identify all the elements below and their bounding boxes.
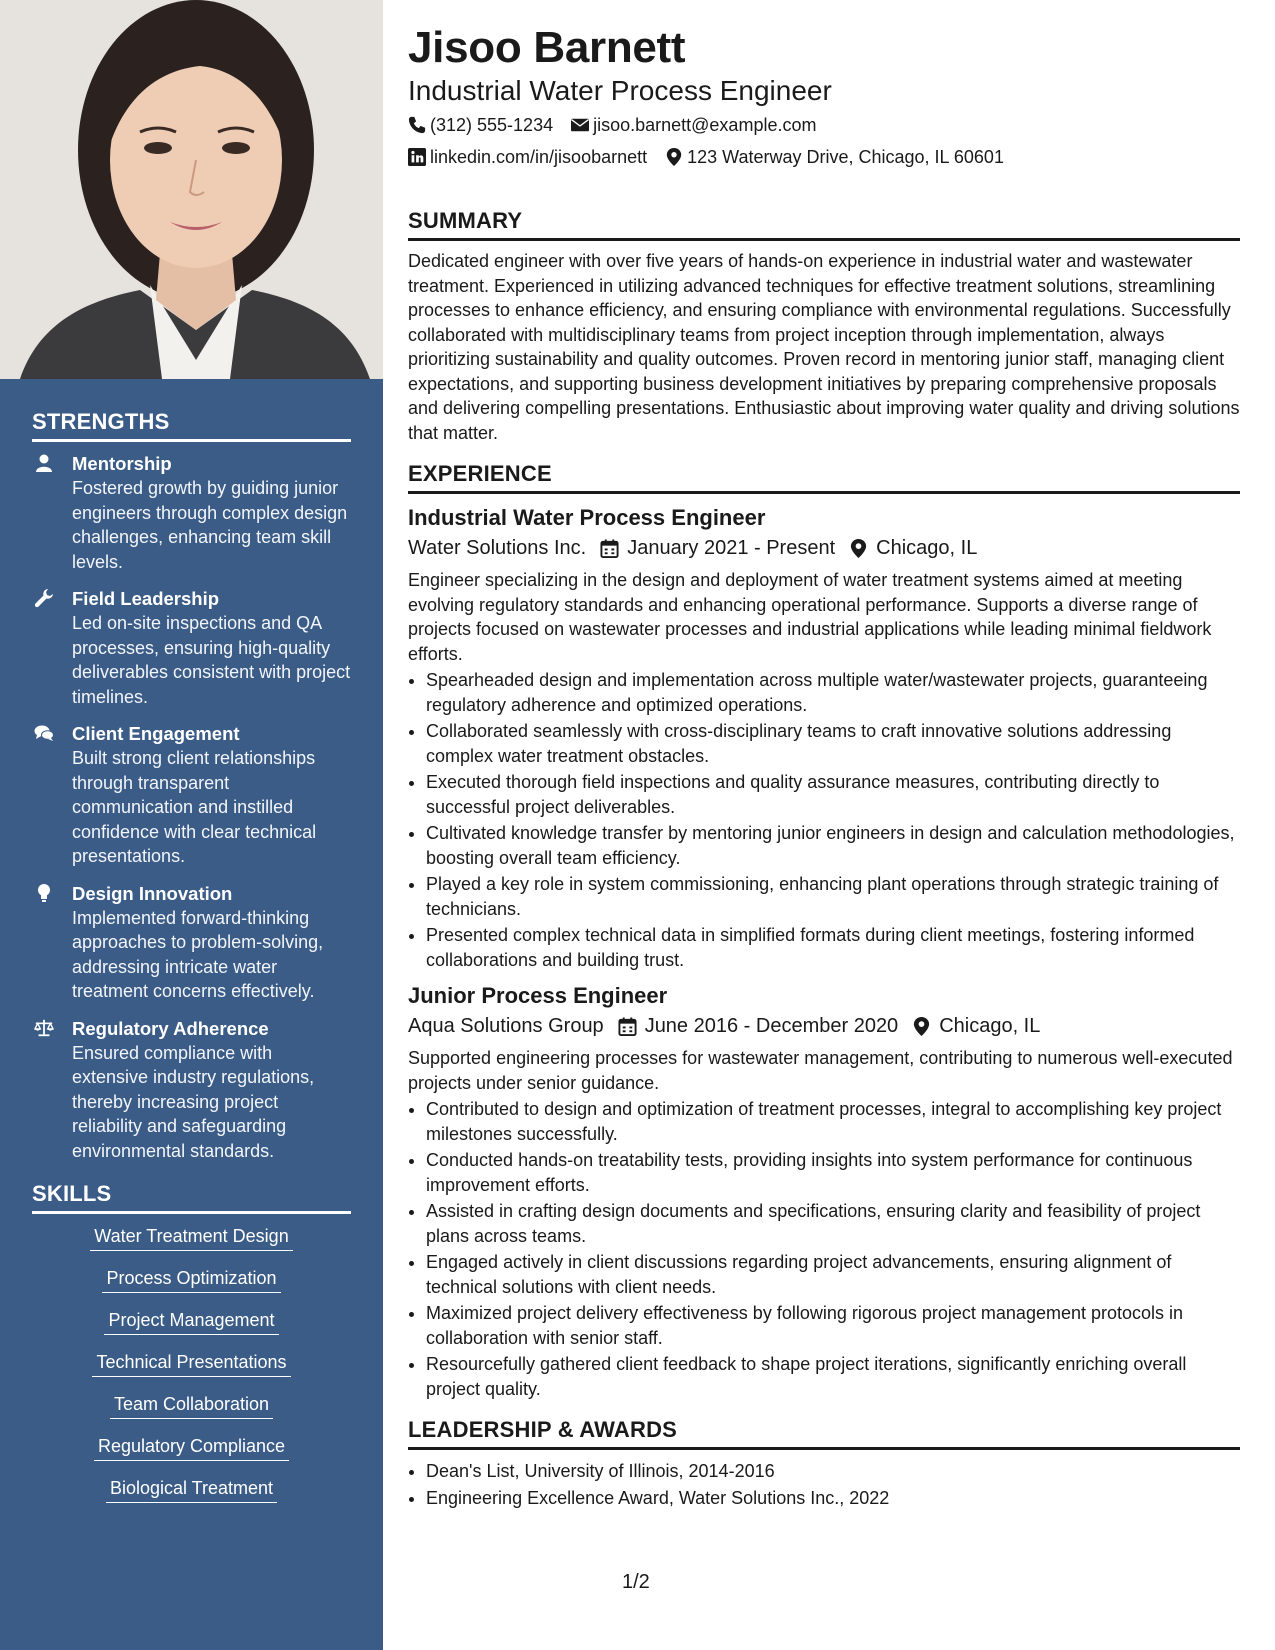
phone-icon (408, 116, 426, 134)
calendar-icon (618, 1017, 637, 1036)
experience-section (408, 461, 1240, 1401)
company-name: Water Solutions Inc. (408, 537, 587, 559)
strength-description: Fostered growth by guiding junior engineers through complex design challenges, enhancing team skill levels. (72, 478, 348, 572)
job-meta (408, 533, 1240, 563)
email-text: jisoo.barnett@example.com (593, 115, 817, 135)
skill-label: Project Management (104, 1308, 278, 1335)
strength-item (32, 882, 351, 1004)
calendar-icon (600, 539, 619, 558)
skill-label: Process Optimization (102, 1266, 280, 1293)
contact-row (408, 110, 1240, 140)
strengths-heading: STRENGTHS (32, 409, 351, 442)
job-bullet: • Assisted in crafting design documents and specifications, ensuring clarity and feasibility of project plans across teams. (426, 1199, 1240, 1248)
linkedin-text: linkedin.com/in/jisoobarnett (430, 147, 648, 167)
job-bullet: • Played a key role in system commissioning, enhancing plant operations through strategic training of technicians. (426, 872, 1240, 921)
map-pin-icon (665, 148, 683, 166)
strength-description: Ensured compliance with extensive industry regulations, thereby increasing project reliability and safeguarding environmental standards. (72, 1042, 315, 1161)
envelope-icon (571, 116, 589, 134)
job-bullets (408, 668, 1240, 972)
linkedin-icon (408, 148, 426, 166)
skills-heading: SKILLS (32, 1181, 351, 1214)
job-entry (408, 982, 1240, 1401)
strength-item (32, 1017, 351, 1164)
strength-item (32, 452, 351, 574)
experience-heading: EXPERIENCE (408, 461, 1240, 494)
job-title: Junior Process Engineer (408, 983, 668, 1008)
skill-item (32, 1434, 351, 1461)
job-bullet: • Presented complex technical data in simplified formats during client meetings, fostering informed collaborations and building trust. (426, 923, 1240, 972)
job-entry (408, 504, 1240, 972)
page-number: 1/2 (622, 1571, 650, 1593)
strength-item (32, 722, 351, 869)
strength-description: Built strong client relationships through transparent communication and instilled confidence with clear technical presentations. (72, 748, 317, 866)
skill-label: Regulatory Compliance (94, 1434, 289, 1461)
job-title: Industrial Water Process Engineer (408, 505, 766, 530)
job-bullet: • Spearheaded design and implementation across multiple water/wastewater projects, guaranteeing regulatory adherence and optimized operations. (426, 668, 1240, 717)
job-location: Chicago, IL (876, 537, 978, 559)
job-bullet: • Maximized project delivery effectiveness by following rigorous project management protocols in collaboration with senior staff. (426, 1301, 1240, 1350)
summary-section (408, 208, 1240, 445)
main-content (408, 22, 1240, 1512)
summary-heading: SUMMARY (408, 208, 1240, 241)
scale-icon (32, 1017, 72, 1164)
job-bullet: • Executed thorough field inspections and quality assurance measures, contributing directly to successful project deliverables. (426, 770, 1240, 819)
job-bullets (408, 1097, 1240, 1401)
strength-title: Mentorship (72, 453, 172, 474)
skill-item (32, 1224, 351, 1251)
awards-section (408, 1417, 1240, 1512)
skill-label: Team Collaboration (110, 1392, 273, 1419)
skill-item (32, 1266, 351, 1293)
candidate-name: Jisoo Barnett (408, 23, 686, 72)
skill-item (32, 1476, 351, 1503)
strength-title: Regulatory Adherence (72, 1017, 269, 1039)
strength-description: Implemented forward-thinking approaches to problem-solving, addressing intricate water treatment concerns effectively. (72, 907, 324, 1001)
job-dates: June 2016 - December 2020 (644, 1015, 899, 1037)
wrench-icon (32, 587, 72, 709)
job-title-heading: Industrial Water Process Engineer (408, 75, 832, 106)
award-item: • Engineering Excellence Award, Water Solutions Inc., 2022 (426, 1485, 1240, 1512)
sidebar-content (32, 409, 351, 1518)
address-text: 123 Waterway Drive, Chicago, IL 60601 (687, 147, 1004, 167)
phone-contact[interactable] (408, 110, 553, 140)
job-dates: January 2021 - Present (627, 537, 836, 559)
address-contact (665, 142, 1004, 172)
sidebar (0, 0, 383, 1650)
strength-title: Field Leadership (72, 588, 220, 609)
skill-item (32, 1350, 351, 1377)
awards-heading: LEADERSHIP & AWARDS (408, 1417, 1240, 1450)
job-bullet: • Engaged actively in client discussions regarding project advancements, ensuring alignment of technical solutions with client needs. (426, 1250, 1240, 1299)
strength-title: Design Innovation (72, 882, 233, 904)
job-bullet: • Cultivated knowledge transfer by mentoring junior engineers in design and calculation methodologies, boosting overall team efficiency. (426, 821, 1240, 870)
linkedin-contact[interactable] (408, 142, 647, 172)
skill-label: Technical Presentations (92, 1350, 290, 1377)
summary-text: Dedicated engineer with over five years of hands-on experience in industrial water and wastewater treatment. Experienced in utilizing advanced techniques for effective treatment solutions, streamlining processes to enhance efficiency, and ensuring compliance with environmental regulations. Successfully collaborated with multidisciplinary teams from project inception through implementation, always prioritizing sustainability and quality outcomes. Proven record in mentoring junior staff, managing client expectations, and supporting business development initiatives by preparing comprehensive proposals and delivering compelling presentations. Enthusiastic about improving water quality and driving solutions that matter. (408, 251, 1240, 443)
comments-icon (32, 722, 72, 869)
strength-description: Led on-site inspections and QA processes, ensuring high-quality deliverables consistent with project timelines. (72, 613, 351, 707)
job-bullet: • Contributed to design and optimization of treatment processes, integral to accomplishing key project milestones successfully. (426, 1097, 1240, 1146)
job-bullet: • Collaborated seamlessly with cross-disciplinary teams to craft innovative solutions addressing complex water treatment obstacles. (426, 719, 1240, 768)
job-bullet: • Resourcefully gathered client feedback to shape project iterations, significantly enriching overall project quality. (426, 1352, 1240, 1401)
skills-section (32, 1181, 351, 1503)
award-item: • Dean's List, University of Illinois, 2014-2016 (426, 1458, 1240, 1485)
map-pin-icon (912, 1017, 931, 1036)
job-summary: Engineer specializing in the design and deployment of water treatment systems aimed at meeting evolving regulatory standards and enhancing operational performance. Supports a diverse range of projects focused on wastewater processes and industrial applications while leading minimal fieldwork efforts. (408, 570, 1212, 664)
strength-title: Client Engagement (72, 723, 240, 744)
profile-photo (0, 0, 383, 379)
skill-item (32, 1308, 351, 1335)
skill-item (32, 1392, 351, 1419)
email-contact[interactable] (571, 110, 816, 140)
skills-list (32, 1224, 351, 1503)
job-bullet: • Conducted hands-on treatability tests, providing insights into system performance for continuous improvement efforts. (426, 1148, 1240, 1197)
map-pin-icon (849, 539, 868, 558)
company-name: Aqua Solutions Group (408, 1015, 604, 1037)
job-location: Chicago, IL (939, 1015, 1041, 1037)
phone-text: (312) 555-1234 (430, 115, 554, 135)
job-summary: Supported engineering processes for wastewater management, contributing to numerous well-executed projects under senior guidance. (408, 1048, 1233, 1093)
strength-item (32, 587, 351, 709)
skill-label: Biological Treatment (106, 1476, 277, 1503)
skill-label: Water Treatment Design (90, 1224, 292, 1251)
lightbulb-icon (32, 882, 72, 1004)
awards-list (408, 1458, 1240, 1512)
job-meta (408, 1011, 1240, 1041)
contact-row-2 (408, 142, 1240, 172)
user-icon (32, 452, 72, 574)
